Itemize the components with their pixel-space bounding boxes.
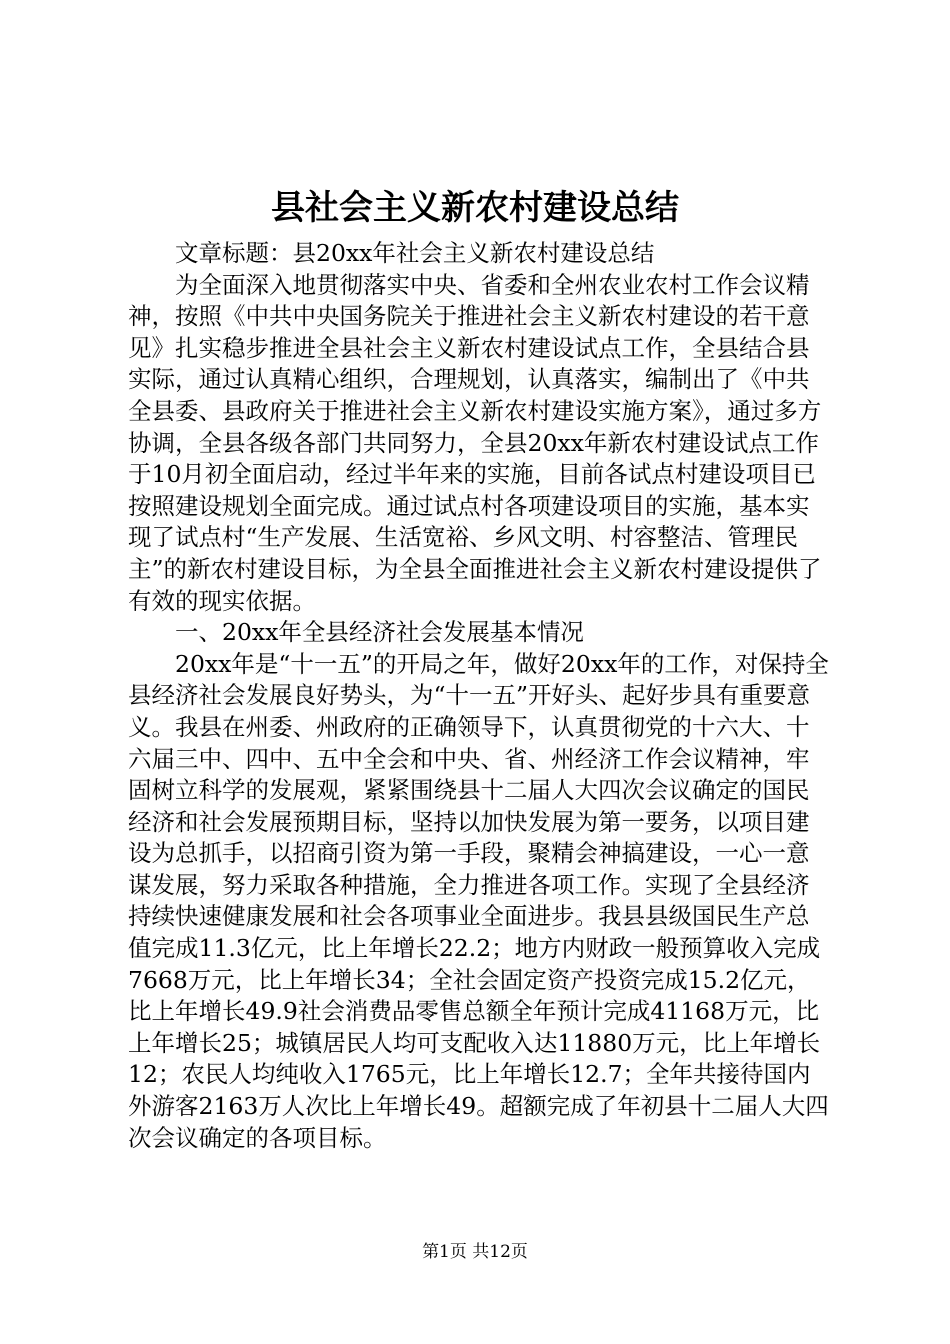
document-title: 县社会主义新农村建设总结	[271, 188, 679, 228]
economic-overview-paragraph: 20xx年是“十一五”的开局之年，做好20xx年的工作，对保持全县经济社会发展良好势头，为“十一五”开好头、起好步具有重要意义。我县在州委、州政府的正确领导下，认真贯彻党的十六大、十六届三中、四中、五中全会和中央、省、州经济工作会议精神，牢固树立科学的发展观，紧紧围绕县十二届人大四次会议确定的国民经济和社会发展预期目标，坚持以加快发展为第一要务，以项目建设为总抓手，以招商引资为第一手段，聚精会神搞建设，一心一意谋发展，努力采取各种措施，全力推进各项工作。实现了全县经济持续快速健康发展和社会各项事业全面进步。我县县级国民生产总值完成11.3亿元，比上年增长22.2；地方内财政一般预算收入完成7668万元，比上年增长34；全社会固定资产投资完成15.2亿元，比上年增长49.9社会消费品零售总额全年预计完成41168万元，比上年增长25；城镇居民人均可支配收入达11880万元，比上年增长12；农民人均纯收入1765元，比上年增长12.7；全年共接待国内外游客2163万人次比上年增长49。超额完成了年初县十二届人大四次会议确定的各项目标。	[128, 649, 829, 1152]
article-heading-line: 文章标题：县20xx年社会主义新农村建设总结	[175, 239, 655, 267]
intro-paragraph: 为全面深入地贯彻落实中央、省委和全州农业农村工作会议精神，按照《中共中央国务院关于推进社会主义新农村建设的若干意见》扎实稳步推进全县社会主义新农村建设试点工作，全县结合县实际，通过认真精心组织，合理规划，认真落实，编制出了《中共全县委、县政府关于推进社会主义新农村建设实施方案》，通过多方协调，全县各级各部门共同努力，全县20xx年新农村建设试点工作于10月初全面启动，经过半年来的实施，目前各试点村建设项目已按照建设规划全面完成。通过试点村各项建设项目的实施，基本实现了试点村“生产发展、生活宽裕、乡风文明、村容整洁、管理民主”的新农村建设目标，为全县全面推进社会主义新农村建设提供了有效的现实依据。	[128, 270, 822, 615]
section-heading: 一、20xx年全县经济社会发展基本情况	[175, 618, 584, 647]
page-number-footer: 第1页 共12页	[422, 1242, 528, 1262]
document-body	[128, 238, 832, 1154]
